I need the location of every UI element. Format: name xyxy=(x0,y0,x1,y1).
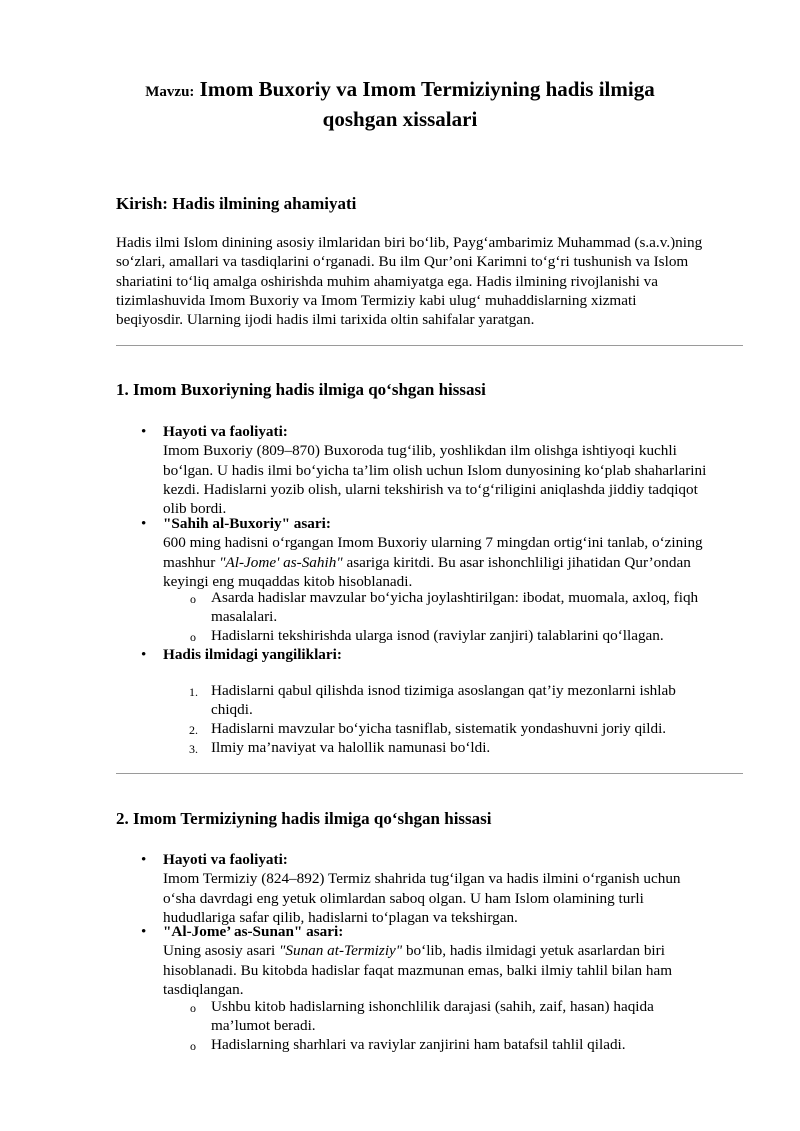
title-line-2: qoshgan xissalari xyxy=(322,107,478,131)
document-title xyxy=(100,76,700,133)
section-divider xyxy=(116,345,743,346)
item-heading: Hayoti va faoliyati: xyxy=(163,851,288,868)
item-line-after: asariga kiritdi. Bu asar ishonchliligi jihatidan Qur’ondan xyxy=(342,553,691,571)
intro-line: shariatini to‘liq amalga oshirishda muhim ahamiyatga ega. Hadis ilmining rivojlanishi va xyxy=(116,272,658,290)
item-line: keyingi eng muqaddas kitob hisoblanadi. xyxy=(163,572,413,590)
title-prefix: Mavzu: xyxy=(145,84,195,100)
item-body xyxy=(163,422,748,518)
bullet-icon: • xyxy=(141,923,147,940)
section-divider xyxy=(116,773,743,774)
numbered-line: Hadislarni qabul qilishda isnod tizimiga asoslangan qat’iy mezonlarni ishlab xyxy=(211,682,676,699)
intro-line: tizimlashuvida Imom Buxoriy va Imom Termiziy kabi ulug‘ muhaddislarning xizmati xyxy=(116,291,637,309)
subitem-text xyxy=(211,588,746,627)
circle-bullet-icon: o xyxy=(190,630,196,644)
subitem-line: Hadislarning sharhlari va raviylar zanjirini ham batafsil tahlil qiladi. xyxy=(211,1036,626,1053)
section-2-heading: 2. Imom Termiziyning hadis ilmiga qo‘shgan hissasi xyxy=(116,809,492,828)
item-line-after: bo‘lib, hadis ilmidagi yetuk asarlardan biri xyxy=(402,942,665,960)
list-number: 3. xyxy=(189,742,198,756)
section-1-heading: 1. Imom Buxoriyning hadis ilmiga qo‘shgan hissasi xyxy=(116,380,486,399)
item-line-before: mashhur xyxy=(163,553,220,571)
numbered-line: Hadislarni mavzular bo‘yicha tasniflab, sistematik yondashuvni joriy qildi. xyxy=(211,720,667,737)
item-heading: Hadis ilmidagi yangiliklari: xyxy=(163,646,342,663)
circle-bullet-icon: o xyxy=(190,1001,196,1015)
item-heading: "Al-Jome’ as-Sunan" asari: xyxy=(163,923,344,940)
bullet-icon: • xyxy=(141,515,147,532)
list-number: 1. xyxy=(189,685,198,699)
item-body xyxy=(163,922,748,999)
item-heading: "Sahih al-Buxoriy" asari: xyxy=(163,515,331,532)
item-line: Imom Buxoriy (809–870) Buxoroda tug‘ilib, yoshlikdan ilm olishga ishtiyoqi kuchli xyxy=(163,442,677,460)
intro-line: beqiyosdir. Ularning ijodi hadis ilmi tarixida oltin sahifalar yaratgan. xyxy=(116,311,535,329)
item-line-before: Uning asosiy asari xyxy=(163,942,279,960)
subitem-text xyxy=(211,1035,746,1054)
bullet-icon: • xyxy=(141,423,147,440)
intro-heading: Kirish: Hadis ilmining ahamiyati xyxy=(116,194,357,213)
item-body xyxy=(163,514,748,591)
item-heading: Hayoti va faoliyati: xyxy=(163,423,288,440)
item-line: 600 ming hadisni o‘rgangan Imom Buxoriy ularning 7 mingdan ortig‘ini tanlab, o‘zining xyxy=(163,534,703,552)
book-title-italic: "Sunan at-Termiziy" xyxy=(279,942,403,960)
item-line: bo‘lgan. U hadis ilmi bo‘yicha ta’lim olish uchun Islom dunyosining ko‘plab shaharlarini xyxy=(163,461,707,479)
subitem-line: ma’lumot beradi. xyxy=(211,1017,316,1035)
numbered-item-text xyxy=(211,738,746,757)
title-line-1: Imom Buxoriy va Imom Termiziyning hadis ilmiga xyxy=(199,77,655,101)
subitem-text xyxy=(211,626,746,645)
circle-bullet-icon: o xyxy=(190,592,196,606)
intro-line: Hadis ilmi Islom dinining asosiy ilmlaridan biri bo‘lib, Payg‘ambarimiz Muhammad (s.a.v.)ning xyxy=(116,234,703,251)
intro-paragraph xyxy=(116,233,746,329)
subitem-line: Ushbu kitob hadislarning ishonchlilik darajasi (sahih, zaif, hasan) haqida xyxy=(211,998,654,1015)
circle-bullet-icon: o xyxy=(190,1039,196,1053)
item-line: tasdiqlangan. xyxy=(163,980,244,998)
subitem-line: Hadislarni tekshirishda ularga isnod (raviylar zanjiri) talablarini qo‘llagan. xyxy=(211,627,664,644)
item-body xyxy=(163,850,748,927)
intro-line: so‘zlari, amallari va tasdiqlarini o‘rganadi. Bu ilm Qur’oni Karimni to‘g‘ri tushunish va Islom xyxy=(116,253,689,271)
subitem-line: masalalari. xyxy=(211,608,278,626)
item-line: Imom Termiziy (824–892) Termiz shahrida tug‘ilgan va hadis ilmini o‘rganish uchun xyxy=(163,870,681,888)
bullet-icon: • xyxy=(141,851,147,868)
subitem-text xyxy=(211,997,746,1036)
book-title-italic: "Al-Jome' as-Sahih" xyxy=(219,553,343,571)
subitem-line: Asarda hadislar mavzular bo‘yicha joylashtirilgan: ibodat, muomala, axloq, fiqh xyxy=(211,589,699,606)
numbered-line: chiqdi. xyxy=(211,701,253,719)
item-body xyxy=(163,645,748,664)
item-line: hisoblanadi. Bu kitobda hadislar faqat mazmunan emas, balki ilmiy tahlil bilan ham xyxy=(163,961,673,979)
item-line: olib bordi. xyxy=(163,500,227,518)
list-number: 2. xyxy=(189,723,198,737)
numbered-item-text xyxy=(211,681,746,720)
numbered-item-text xyxy=(211,719,746,738)
item-line: hududlariga safar qilib, hadislarni to‘plagan va tekshirgan. xyxy=(163,908,518,926)
numbered-line: Ilmiy ma’naviyat va halollik namunasi bo‘ldi. xyxy=(211,739,491,756)
item-line: kezdi. Hadislarni yozib olish, ularni tekshirish va to‘g‘riligini aniqlashda jiddiy tadqiqot xyxy=(163,480,698,498)
item-line: o‘sha davrdagi eng yetuk olimlardan saboq olgan. U ham Islom olamining turli xyxy=(163,889,644,907)
bullet-icon: • xyxy=(141,646,147,663)
